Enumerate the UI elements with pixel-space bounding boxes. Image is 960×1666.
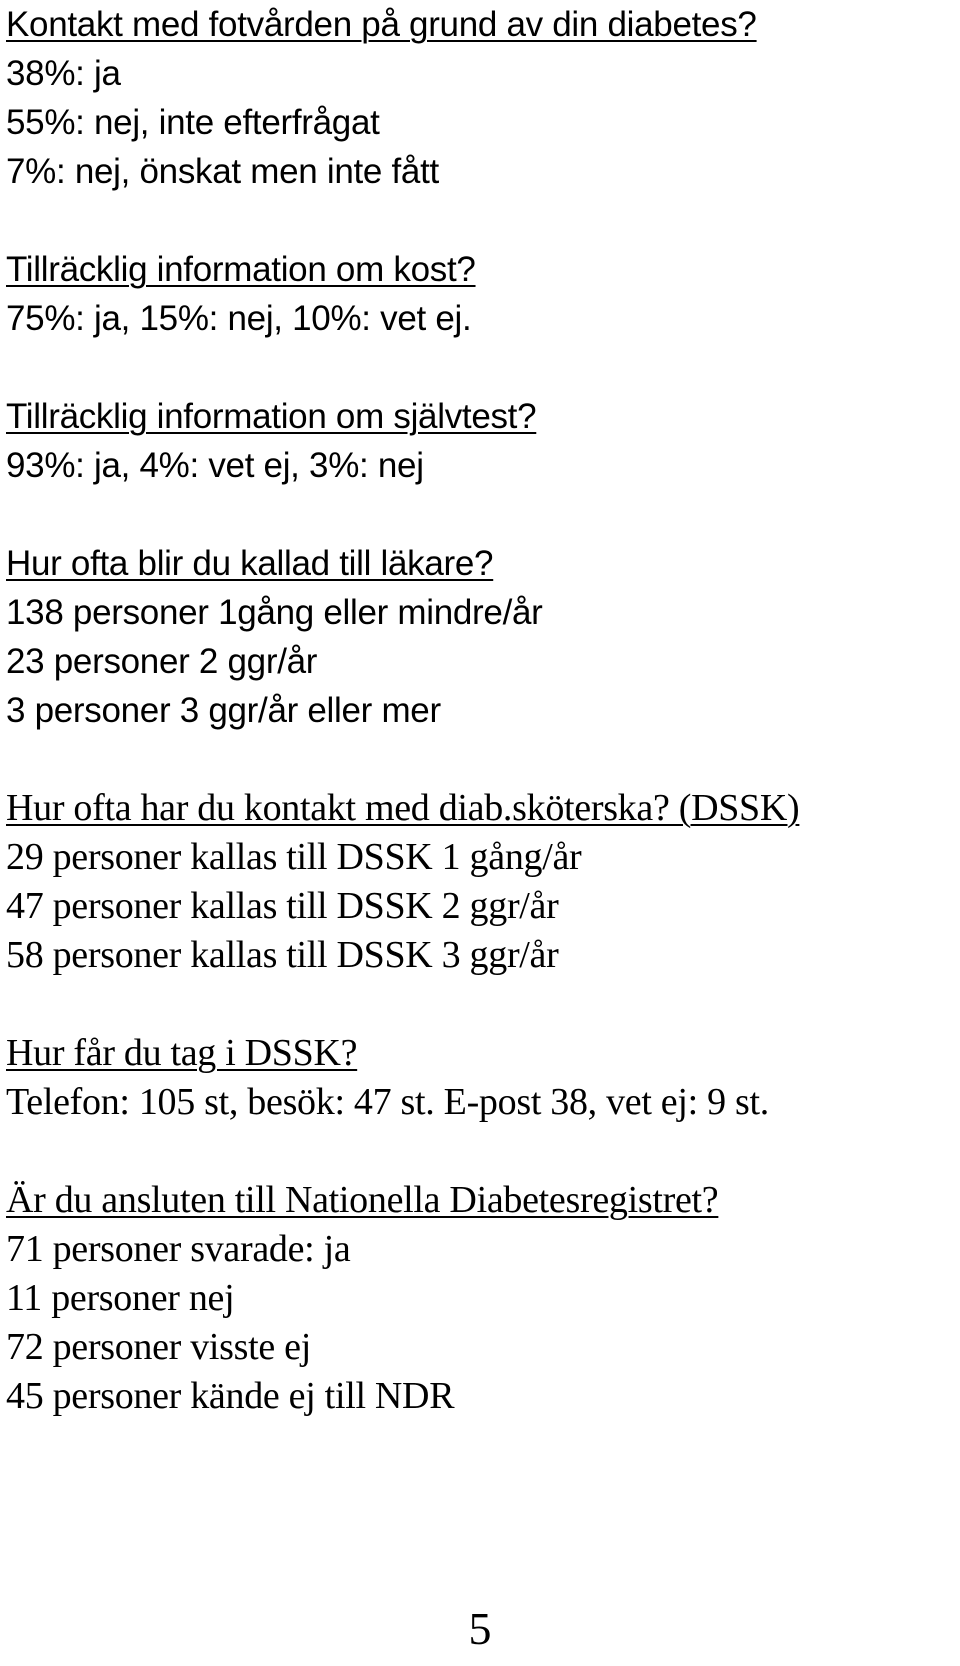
answer-line: 58 personer kallas till DSSK 3 ggr/år [6, 934, 559, 976]
answer-line: 55%: nej, inte efterfrågat [6, 103, 380, 142]
section-reach-nurse [6, 1029, 954, 1176]
question-heading: Kontakt med fotvården på grund av din diabetes? [6, 5, 757, 44]
answer-line: 71 personer svarade: ja [6, 1228, 351, 1270]
section-spacer [6, 196, 954, 245]
answer-line: 38%: ja [6, 54, 121, 93]
question-heading: Är du ansluten till Nationella Diabetesregistret? [6, 1179, 719, 1221]
section-spacer [6, 980, 954, 1029]
section-spacer [6, 1127, 954, 1176]
section-nurse-contact [6, 784, 954, 1029]
answer-line: 29 personer kallas till DSSK 1 gång/år [6, 836, 582, 878]
answer-line: Telefon: 105 st, besök: 47 st. E-post 38, vet ej: 9 st. [6, 1081, 769, 1123]
section-spacer [6, 735, 954, 784]
answer-line: 7%: nej, önskat men inte fått [6, 152, 439, 191]
question-heading: Tillräcklig information om självtest? [6, 397, 537, 436]
answer-line: 93%: ja, 4%: vet ej, 3%: nej [6, 446, 424, 485]
section-selftest-info [6, 392, 954, 539]
question-heading: Hur ofta har du kontakt med diab.sköterska? (DSSK) [6, 787, 800, 829]
question-heading: Hur får du tag i DSSK? [6, 1032, 358, 1074]
answer-line: 47 personer kallas till DSSK 2 ggr/år [6, 885, 559, 927]
section-spacer [6, 490, 954, 539]
answer-line: 72 personer visste ej [6, 1326, 312, 1368]
page-number: 5 [468, 1603, 492, 1654]
section-spacer [6, 343, 954, 392]
question-heading: Hur ofta blir du kallad till läkare? [6, 544, 494, 583]
section-diet-info [6, 245, 954, 392]
answer-line: 45 personer kände ej till NDR [6, 1375, 455, 1417]
section-foot-care [6, 0, 954, 245]
section-ndr [6, 1176, 954, 1421]
answer-line: 11 personer nej [6, 1277, 235, 1319]
answer-line: 23 personer 2 ggr/år [6, 642, 318, 681]
section-doctor-visits [6, 539, 954, 784]
survey-results [6, 0, 954, 1421]
question-heading: Tillräcklig information om kost? [6, 250, 476, 289]
answer-line: 3 personer 3 ggr/år eller mer [6, 691, 441, 730]
answer-line: 75%: ja, 15%: nej, 10%: vet ej. [6, 299, 472, 338]
answer-line: 138 personer 1gång eller mindre/år [6, 593, 543, 632]
